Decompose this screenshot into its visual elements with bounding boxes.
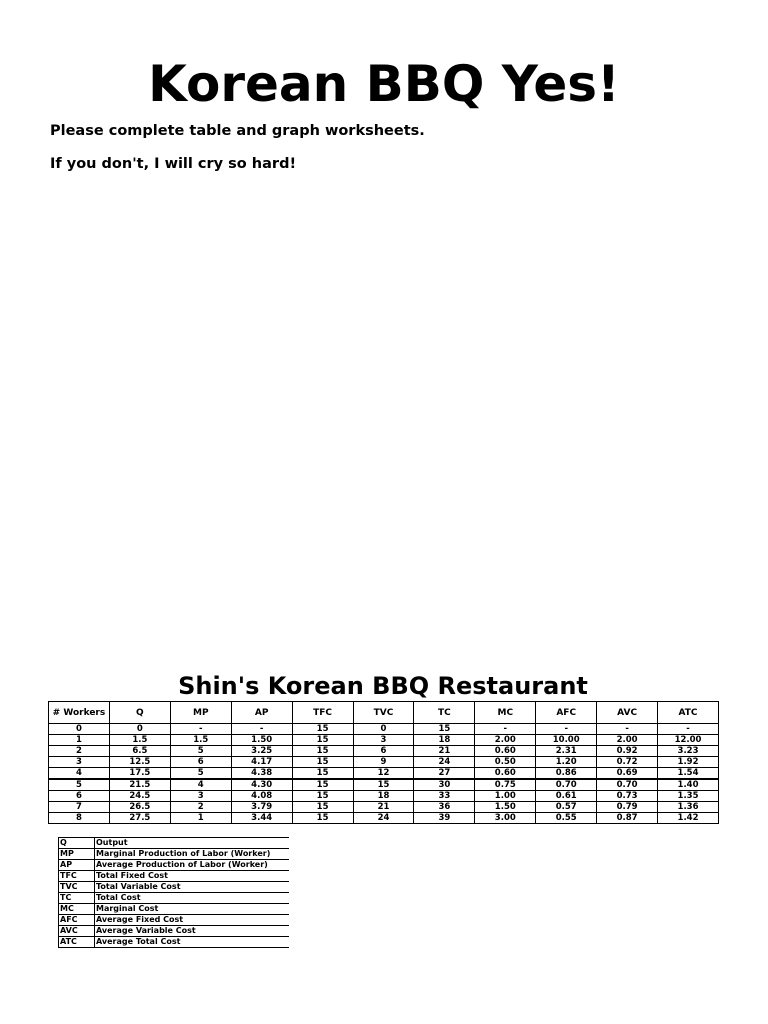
table-cell: - (231, 724, 292, 735)
glossary-row (59, 926, 290, 937)
table-cell: 5 (170, 746, 231, 757)
glossary-body (59, 838, 290, 948)
table-cell: 0 (49, 724, 110, 735)
table-cell: 7 (49, 802, 110, 813)
table-cell: 1.36 (658, 802, 719, 813)
table-cell: 0.92 (597, 746, 658, 757)
table-cell: 0.87 (597, 813, 658, 824)
glossary-abbreviation: AFC (59, 915, 95, 926)
table-cell: 0.69 (597, 768, 658, 780)
column-header-tfc: TFC (292, 702, 353, 724)
table-row (49, 724, 719, 735)
glossary-abbreviation: TC (59, 893, 95, 904)
table-cell: 1.5 (170, 735, 231, 746)
table-cell: 3 (353, 735, 414, 746)
table-cell: 0.73 (597, 791, 658, 802)
table-cell: - (597, 724, 658, 735)
table-cell: 4 (170, 779, 231, 791)
table-cell: 0.60 (475, 746, 536, 757)
glossary-definition: Marginal Cost (95, 904, 290, 915)
table-cell: 24.5 (109, 791, 170, 802)
table-cell: 6.5 (109, 746, 170, 757)
table-cell: 4 (49, 768, 110, 780)
glossary-abbreviation: MP (59, 849, 95, 860)
glossary-definition: Average Total Cost (95, 937, 290, 948)
table-cell: 17.5 (109, 768, 170, 780)
table-cell: 39 (414, 813, 475, 824)
column-header-atc: ATC (658, 702, 719, 724)
table-cell: 8 (49, 813, 110, 824)
table-cell: 15 (292, 746, 353, 757)
column-header-afc: AFC (536, 702, 597, 724)
table-cell: 2 (49, 746, 110, 757)
glossary-abbreviation: Q (59, 838, 95, 849)
glossary-abbreviation: AP (59, 860, 95, 871)
table-cell: 2.00 (475, 735, 536, 746)
table-cell: 0.55 (536, 813, 597, 824)
table-cell: 15 (292, 724, 353, 735)
instruction-text: Please complete table and graph worksheets. (50, 123, 425, 139)
glossary-definition: Average Production of Labor (Worker) (95, 860, 290, 871)
glossary-row (59, 849, 290, 860)
glossary-definition: Total Cost (95, 893, 290, 904)
table-cell: 12.00 (658, 735, 719, 746)
page-title: Korean BBQ Yes! (148, 55, 620, 113)
column-header-avc: AVC (597, 702, 658, 724)
table-cell: 1.5 (109, 735, 170, 746)
table-cell: 26.5 (109, 802, 170, 813)
table-cell: 18 (353, 791, 414, 802)
table-cell: 27 (414, 768, 475, 780)
table-cell: 0.86 (536, 768, 597, 780)
table-cell: 24 (353, 813, 414, 824)
table-row (49, 813, 719, 824)
table-row (49, 746, 719, 757)
table-cell: 0.79 (597, 802, 658, 813)
table-cell: 24 (414, 757, 475, 768)
glossary-row (59, 882, 290, 893)
table-cell: 6 (170, 757, 231, 768)
table-cell: 4.17 (231, 757, 292, 768)
table-cell: 5 (49, 779, 110, 791)
plea-text: If you don't, I will cry so hard! (50, 156, 297, 172)
glossary-abbreviation: TFC (59, 871, 95, 882)
table-cell: 4.30 (231, 779, 292, 791)
glossary-abbreviation: ATC (59, 937, 95, 948)
column-header-ap: AP (231, 702, 292, 724)
table-cell: 5 (170, 768, 231, 780)
table-cell: 0 (109, 724, 170, 735)
glossary-row (59, 838, 290, 849)
table-cell: - (536, 724, 597, 735)
table-cell: 2 (170, 802, 231, 813)
table-cell: 21.5 (109, 779, 170, 791)
table-cell: 0 (353, 724, 414, 735)
glossary-row (59, 893, 290, 904)
table-cell: 36 (414, 802, 475, 813)
table-cell: 15 (414, 724, 475, 735)
column-header-mp: MP (170, 702, 231, 724)
table-cell: 0.61 (536, 791, 597, 802)
column-header-workers: # Workers (49, 702, 110, 724)
table-cell: 3 (170, 791, 231, 802)
table-cell: 0.70 (597, 779, 658, 791)
glossary-row (59, 915, 290, 926)
glossary-definition: Average Variable Cost (95, 926, 290, 937)
cost-table (48, 701, 719, 824)
table-row (49, 735, 719, 746)
glossary-definition: Total Variable Cost (95, 882, 290, 893)
table-cell: 1.00 (475, 791, 536, 802)
table-cell: 15 (292, 768, 353, 780)
table-cell: 18 (414, 735, 475, 746)
table-row (49, 779, 719, 791)
glossary-table (58, 837, 289, 948)
glossary-definition: Marginal Production of Labor (Worker) (95, 849, 290, 860)
table-cell: - (475, 724, 536, 735)
table-cell: 9 (353, 757, 414, 768)
table-cell: 3 (49, 757, 110, 768)
table-cell: 2.00 (597, 735, 658, 746)
table-cell: 30 (414, 779, 475, 791)
table-row (49, 791, 719, 802)
column-header-q: Q (109, 702, 170, 724)
glossary-row (59, 871, 290, 882)
table-cell: 15 (292, 802, 353, 813)
table-header-row (49, 702, 719, 724)
table-cell: 1.92 (658, 757, 719, 768)
glossary-row (59, 904, 290, 915)
table-cell: 21 (353, 802, 414, 813)
glossary-abbreviation: MC (59, 904, 95, 915)
table-cell: 1.20 (536, 757, 597, 768)
table-cell: 33 (414, 791, 475, 802)
table-cell: 0.72 (597, 757, 658, 768)
table-cell: 15 (292, 779, 353, 791)
table-cell: 0.70 (536, 779, 597, 791)
table-cell: 3.23 (658, 746, 719, 757)
table-cell: 15 (292, 757, 353, 768)
table-cell: 10.00 (536, 735, 597, 746)
glossary-abbreviation: AVC (59, 926, 95, 937)
table-cell: 21 (414, 746, 475, 757)
table-cell: - (170, 724, 231, 735)
table-cell: 15 (292, 735, 353, 746)
glossary-row (59, 860, 290, 871)
table-cell: - (658, 724, 719, 735)
column-header-tc: TC (414, 702, 475, 724)
table-cell: 1.42 (658, 813, 719, 824)
table-cell: 2.31 (536, 746, 597, 757)
glossary-definition: Output (95, 838, 290, 849)
table-cell: 1.50 (475, 802, 536, 813)
column-header-mc: MC (475, 702, 536, 724)
table-cell: 1.35 (658, 791, 719, 802)
column-header-tvc: TVC (353, 702, 414, 724)
table-cell: 1.40 (658, 779, 719, 791)
table-cell: 1 (49, 735, 110, 746)
table-body (49, 724, 719, 824)
table-cell: 1.50 (231, 735, 292, 746)
table-cell: 3.79 (231, 802, 292, 813)
table-cell: 4.08 (231, 791, 292, 802)
table-cell: 0.57 (536, 802, 597, 813)
table-row (49, 768, 719, 780)
table-cell: 15 (292, 791, 353, 802)
table-cell: 0.60 (475, 768, 536, 780)
table-cell: 3.44 (231, 813, 292, 824)
table-cell: 0.50 (475, 757, 536, 768)
table-cell: 3.00 (475, 813, 536, 824)
table-cell: 15 (353, 779, 414, 791)
table-cell: 6 (353, 746, 414, 757)
table-cell: 4.38 (231, 768, 292, 780)
table-cell: 12.5 (109, 757, 170, 768)
table-cell: 3.25 (231, 746, 292, 757)
glossary-row (59, 937, 290, 948)
table-cell: 27.5 (109, 813, 170, 824)
table-title: Shin's Korean BBQ Restaurant (178, 672, 588, 700)
table-cell: 1.54 (658, 768, 719, 780)
table-row (49, 802, 719, 813)
glossary-definition: Average Fixed Cost (95, 915, 290, 926)
glossary-abbreviation: TVC (59, 882, 95, 893)
glossary-definition: Total Fixed Cost (95, 871, 290, 882)
table-cell: 0.75 (475, 779, 536, 791)
table-cell: 6 (49, 791, 110, 802)
table-row (49, 757, 719, 768)
table-cell: 15 (292, 813, 353, 824)
table-cell: 1 (170, 813, 231, 824)
table-cell: 12 (353, 768, 414, 780)
